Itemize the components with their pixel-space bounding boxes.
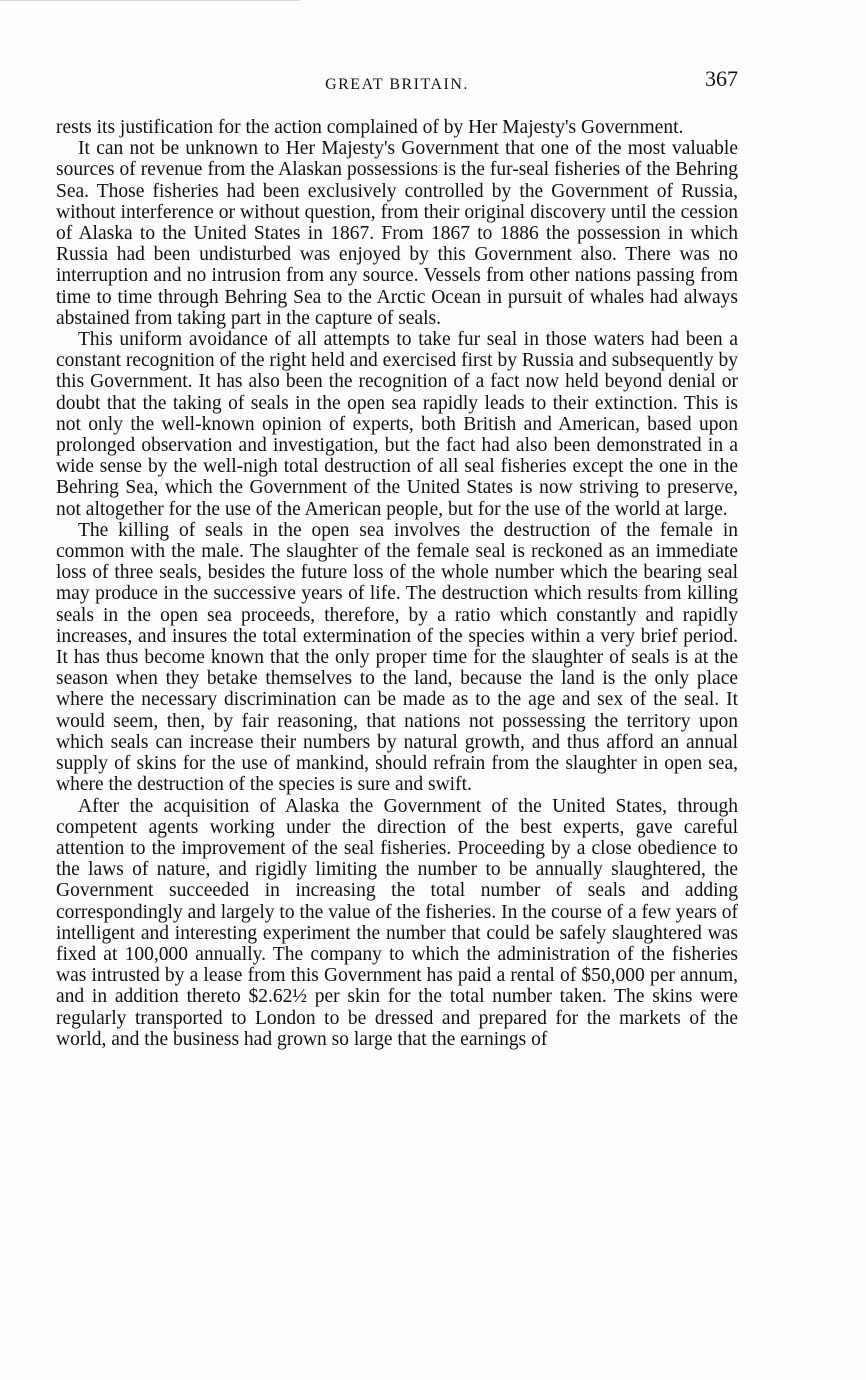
top-edge-rule (0, 0, 300, 1)
page-header (56, 66, 738, 100)
running-head: GREAT BRITAIN. (325, 76, 469, 93)
paragraph: After the acquisition of Alaska the Government of the United States, through competent agents working under the direction of the best experts, gave careful attention to the improvement of the seal fisheries. Proceeding by a close obedience to the laws of nature, and rigidly limiting the number to be annually slaughtered, the Government succeeded in increasing the total number of seals and adding correspondingly and largely to the value of the fisheries. In the course of a few years of intelligent and interesting experiment the number that could be safely slaughtered was fixed at 100,000 annually. The company to which the administration of the fisheries was intrusted by a lease from this Government has paid a rental of $50,000 per annum, and in addition thereto $2.62½ per skin for the total number taken. The skins were regularly transported to London to be dressed and prepared for the markets of the world, and the business had grown so large that the earnings of (56, 795, 738, 1050)
page-number: 367 (705, 66, 738, 91)
body-text (56, 117, 738, 1050)
paragraph: This uniform avoidance of all attempts to take fur seal in those waters had been a constant recognition of the right held and exercised first by Russia and subsequently by this Government. It has also been the recognition of a fact now held beyond denial or doubt that the taking of seals in the open sea rapidly leads to their extinction. This is not only the well-known opinion of experts, both British and American, based upon prolonged observation and investigation, but the fact had also been demonstrated in a wide sense by the well-nigh total destruction of all seal fisheries except the one in the Behring Sea, which the Government of the United States is now striving to preserve, not altogether for the use of the American people, but for the use of the world at large. (56, 329, 738, 520)
paragraph-continued: rests its justification for the action complained of by Her Majesty's Government. (56, 117, 684, 138)
paragraph: It can not be unknown to Her Majesty's Government that one of the most valuable sources of revenue from the Alaskan possessions is the fur-seal fisheries of the Behring Sea. Those fisheries had been exclusively controlled by the Government of Russia, without interference or without question, from their original discovery until the cession of Alaska to the United States in 1867. From 1867 to 1886 the possession in which Russia had been undisturbed was enjoyed by this Government also. There was no interruption and no intrusion from any source. Vessels from other nations passing from time to time through Behring Sea to the Arctic Ocean in pursuit of whales had always abstained from taking part in the capture of seals. (56, 138, 738, 329)
paragraph: The killing of seals in the open sea involves the destruction of the female in common with the male. The slaughter of the female seal is reckoned as an immediate loss of three seals, besides the future loss of the whole number which the bearing seal may produce in the successive years of life. The destruction which results from killing seals in the open sea proceeds, therefore, by a ratio which constantly and rapidly increases, and insures the total extermination of the species within a very brief period. It has thus become known that the only proper time for the slaughter of seals is at the season when they betake themselves to the land, because the land is the only place where the necessary discrimination can be made as to the age and sex of the seal. It would seem, then, by fair reasoning, that nations not possessing the territory upon which seals can increase their numbers by natural growth, and thus afford an annual supply of skins for the use of mankind, should refrain from the slaughter in open sea, where the destruction of the species is sure and swift. (56, 519, 738, 796)
